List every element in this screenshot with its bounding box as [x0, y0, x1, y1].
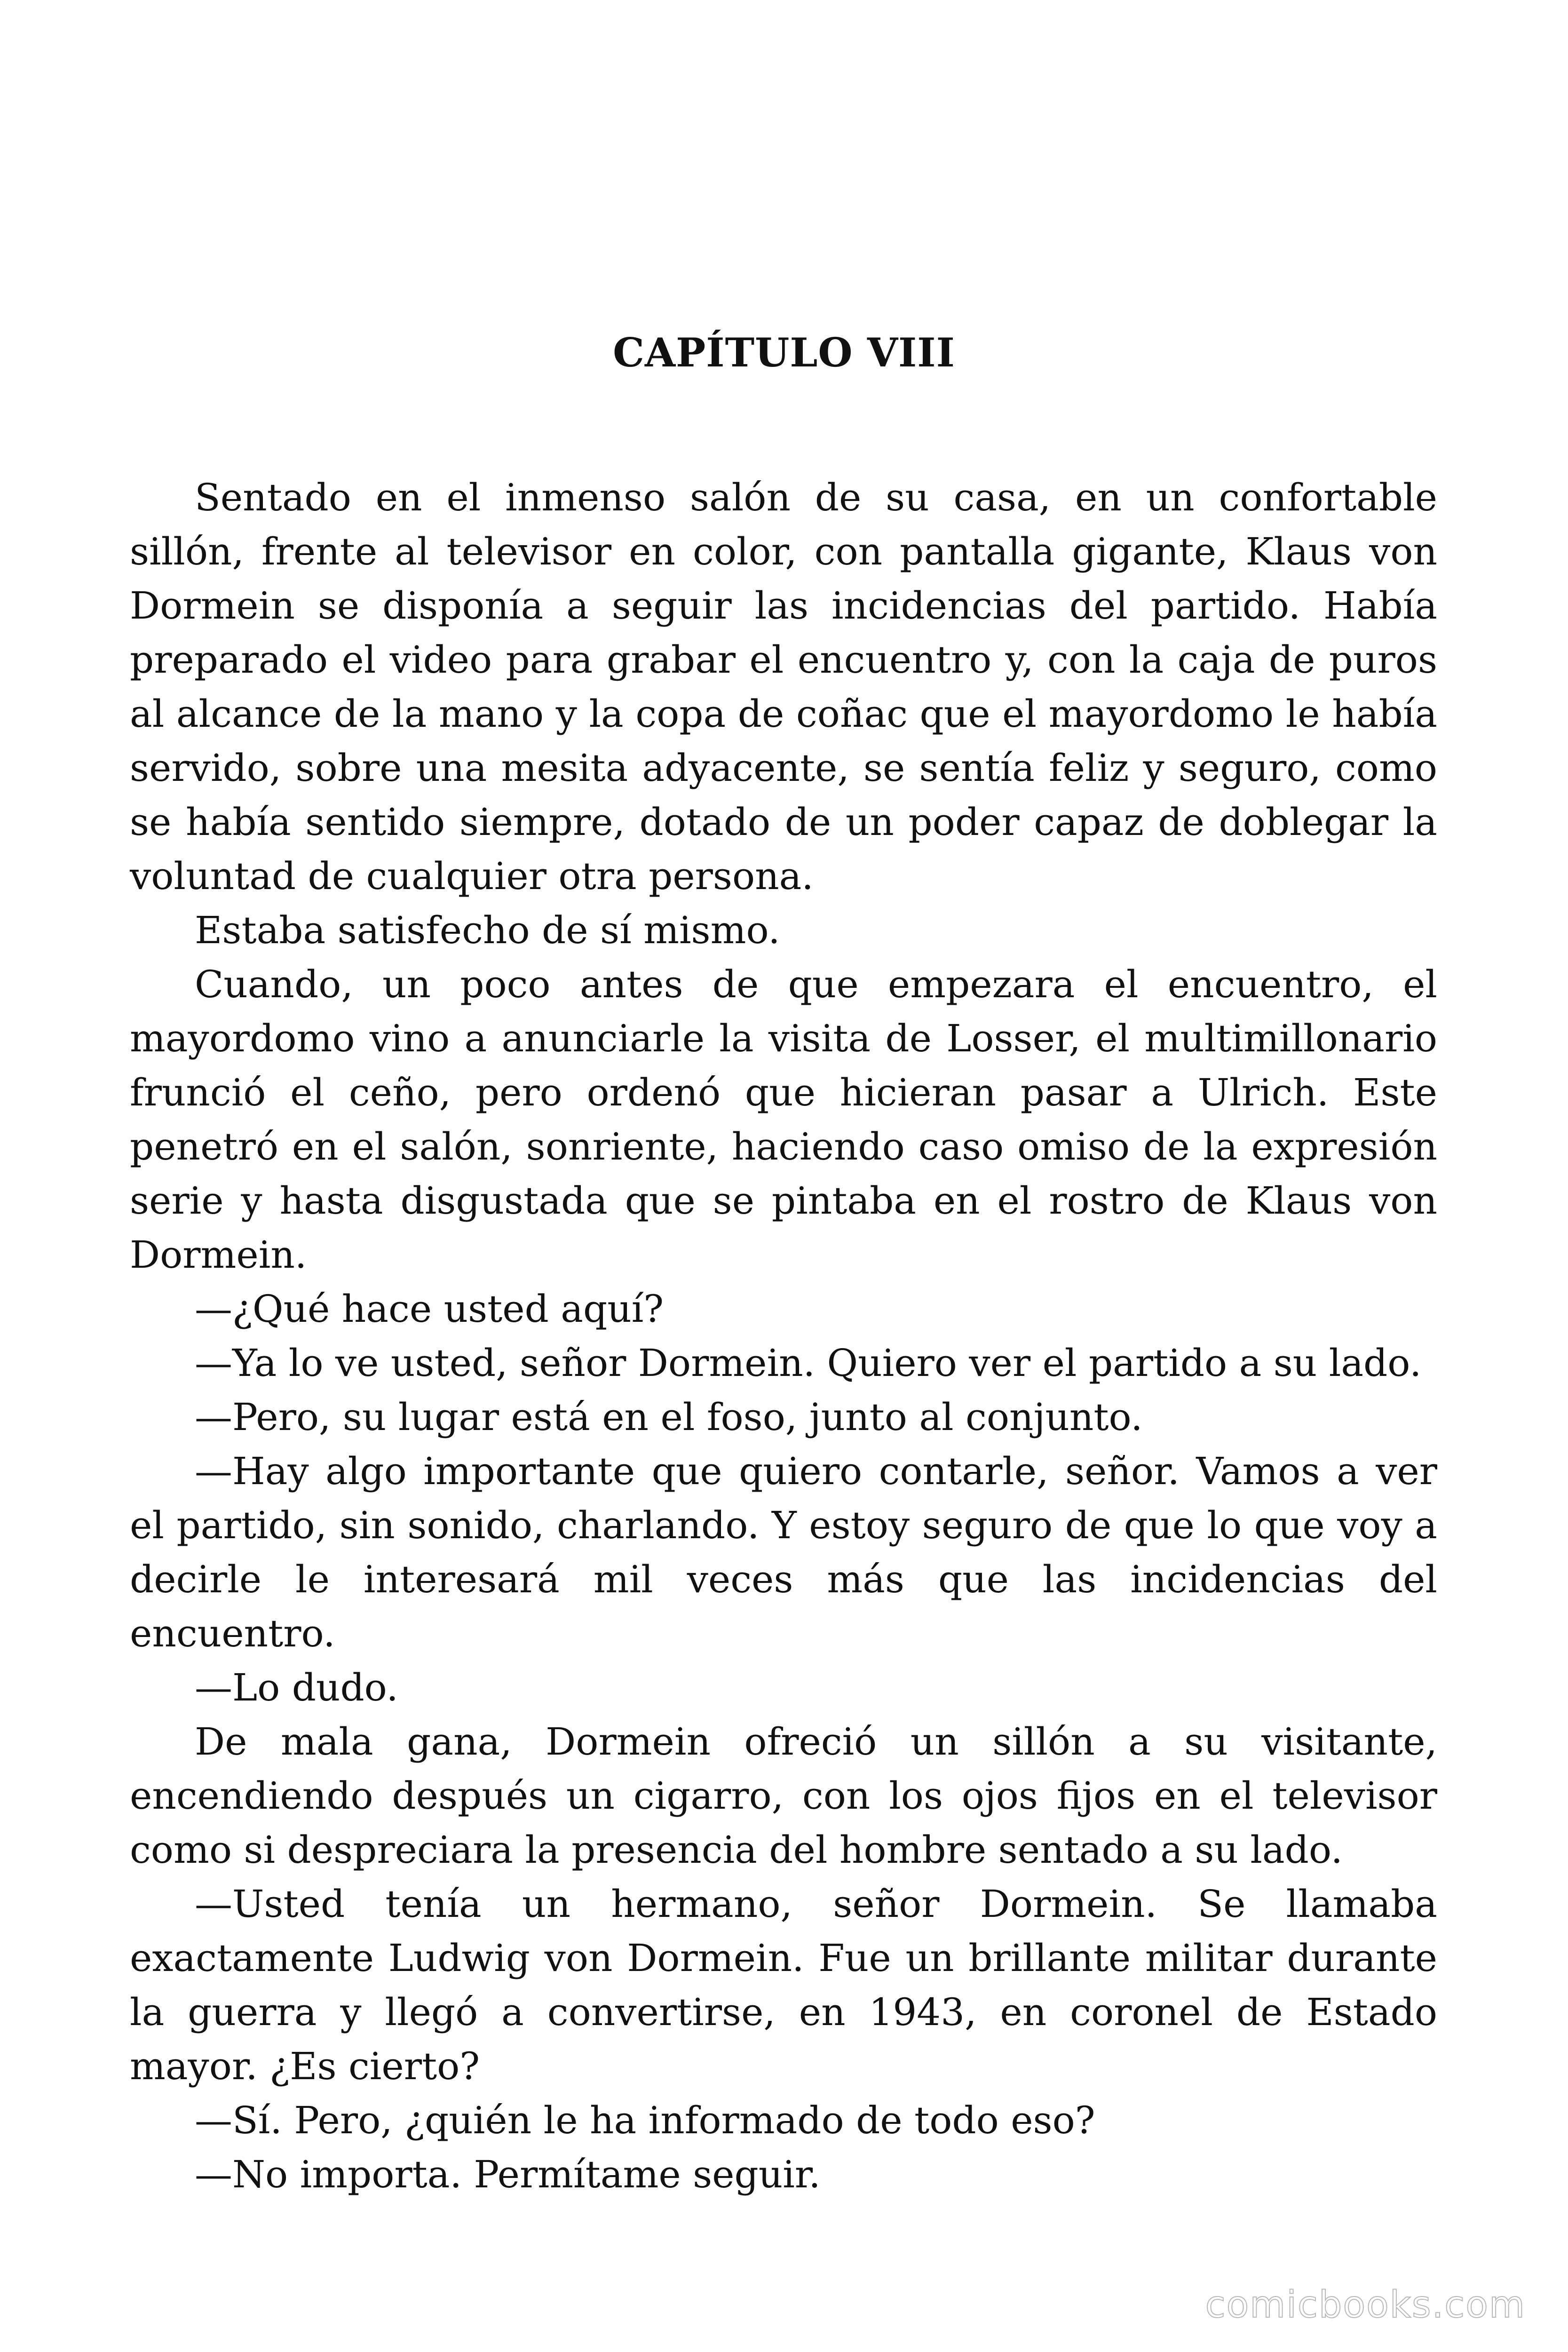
dialogue-line: —No importa. Permítame seguir. [195, 2153, 821, 2196]
chapter-title: CAPÍTULO VIII [613, 329, 955, 376]
dialogue-line: —Ya lo ve usted, señor Dormein. Quiero ver el partido a su lado. [195, 1341, 1422, 1385]
dialogue-line: —Sí. Pero, ¿quién le ha informado de todo eso? [195, 2098, 1095, 2142]
paragraph: De mala gana, Dormein ofreció un sillón a su visitante, encendiendo después un cigarro, con los ojos fijos en el televisor como si despreciara la presencia del hombre sentado a su lado. [130, 1720, 1437, 1872]
dialogue-line: —Lo dudo. [195, 1666, 398, 1709]
dialogue-line: —¿Qué hace usted aquí? [195, 1287, 664, 1331]
dialogue-line: —Pero, su lugar está en el foso, junto al conjunto. [195, 1395, 1143, 1439]
chapter-body [130, 470, 1437, 2201]
dialogue-line: —Usted tenía un hermano, señor Dormein. Se llamaba exactamente Ludwig von Dormein. Fue un brillante militar durante la guerra y llegó a convertirse, en 1943, en coronel de Estado mayor. ¿Es cierto? [130, 1882, 1437, 2088]
watermark: comicbooks.com [1205, 2284, 1526, 2326]
dialogue-line: —Hay algo importante que quiero contarle, señor. Vamos a ver el partido, sin sonido, charlando. Y estoy seguro de que lo que voy a decirle le interesará mil veces más que las incidencias del encuentro. [130, 1449, 1437, 1655]
paragraph: Cuando, un poco antes de que empezara el encuentro, el mayordomo vino a anunciarle la visita de Losser, el multimillonario frunció el ceño, pero ordenó que hicieran pasar a Ulrich. Este penetró en el salón, sonriente, haciendo caso omiso de la expresión serie y hasta disgustada que se pintaba en el rostro de Klaus von Dormein. [130, 962, 1437, 1277]
paragraph: Estaba satisfecho de sí mismo. [195, 908, 780, 952]
paragraph: Sentado en el inmenso salón de su casa, en un confortable sillón, frente al televisor en color, con pantalla gigante, Klaus von Dormein se disponía a seguir las incidencias del partido. Había preparado el video para grabar el encuentro y, con la caja de puros al alcance de la mano y la copa de coñac que el mayordomo le había servido, sobre una mesita adyacente, se sentía feliz y seguro, como se había sentido siempre, dotado de un poder capaz de doblegar la voluntad de cualquier otra persona. [130, 476, 1437, 898]
